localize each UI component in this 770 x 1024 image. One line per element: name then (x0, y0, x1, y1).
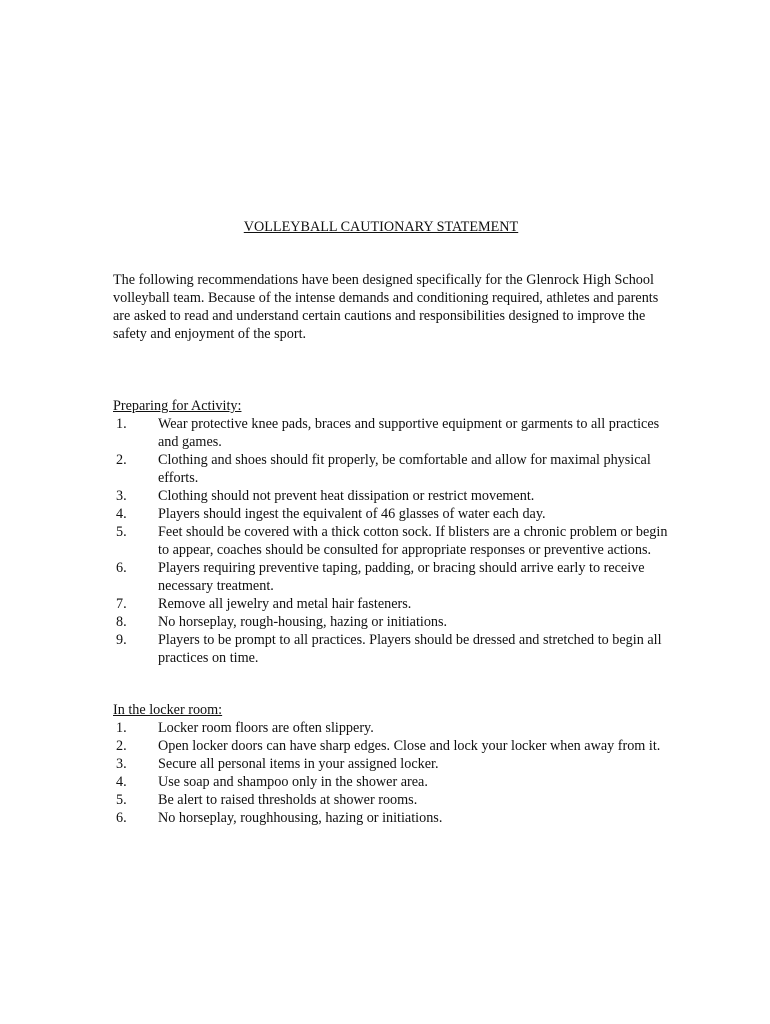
list-item (113, 737, 673, 755)
item-number: 1. (116, 720, 127, 736)
item-number: 5. (116, 792, 127, 808)
section-heading: In the locker room: (113, 702, 223, 718)
list-item (113, 631, 673, 667)
document-title: VOLLEYBALL CAUTIONARY STATEMENT (243, 219, 519, 235)
list-item (113, 487, 673, 505)
list-item (113, 595, 673, 613)
item-text: Players requiring preventive taping, padding, or bracing should arrive early to receive necessary treatment. (158, 560, 645, 594)
item-text: Clothing and shoes should fit properly, be comfortable and allow for maximal physical efforts. (158, 452, 651, 486)
list-item (113, 755, 673, 773)
item-number: 3. (116, 756, 127, 772)
section-heading: Preparing for Activity: (113, 398, 242, 414)
item-number: 6. (116, 810, 127, 826)
item-text: Locker room floors are often slippery. (158, 720, 374, 736)
numbered-list (113, 415, 673, 667)
item-number: 2. (116, 738, 127, 754)
item-text: Wear protective knee pads, braces and supportive equipment or garments to all practices and games. (158, 416, 660, 450)
item-text: Clothing should not prevent heat dissipation or restrict movement. (158, 488, 535, 504)
item-text: No horseplay, rough-housing, hazing or initiations. (158, 614, 448, 630)
item-number: 7. (116, 596, 127, 612)
section-preparing-for-activity (113, 397, 673, 667)
list-item (113, 773, 673, 791)
intro-paragraph: The following recommendations have been designed specifically for the Glenrock High School volleyball team. Because of the intense demands and conditioning required, athletes and parents are asked to read and understand certain cautions and responsibilities designed to improve the safety and enjoyment of the sport. (113, 272, 659, 342)
numbered-list (113, 719, 673, 827)
item-number: 3. (116, 488, 127, 504)
item-number: 5. (116, 524, 127, 540)
item-text: Use soap and shampoo only in the shower area. (158, 774, 428, 790)
item-text: Players should ingest the equivalent of 46 glasses of water each day. (158, 506, 546, 522)
item-text: No horseplay, roughhousing, hazing or initiations. (158, 810, 443, 826)
item-number: 9. (116, 632, 127, 648)
item-text: Feet should be covered with a thick cotton sock. If blisters are a chronic problem or begin to appear, coaches should be consulted for appropriate responses or preventive actions. (158, 524, 668, 558)
item-text: Remove all jewelry and metal hair fasteners. (158, 596, 412, 612)
item-number: 2. (116, 452, 127, 468)
item-text: Players to be prompt to all practices. Players should be dressed and stretched to begin all practices on time. (158, 632, 662, 666)
list-item (113, 415, 673, 451)
list-item (113, 505, 673, 523)
item-number: 4. (116, 506, 127, 522)
list-item (113, 451, 673, 487)
item-number: 8. (116, 614, 127, 630)
list-item (113, 719, 673, 737)
item-text: Secure all personal items in your assigned locker. (158, 756, 439, 772)
list-item (113, 559, 673, 595)
item-number: 1. (116, 416, 127, 432)
list-item (113, 523, 673, 559)
item-number: 6. (116, 560, 127, 576)
item-text: Be alert to raised thresholds at shower rooms. (158, 792, 418, 808)
list-item (113, 809, 673, 827)
list-item (113, 613, 673, 631)
item-text: Open locker doors can have sharp edges. Close and lock your locker when away from it. (158, 738, 661, 754)
section-locker-room (113, 701, 673, 827)
list-item (113, 791, 673, 809)
item-number: 4. (116, 774, 127, 790)
